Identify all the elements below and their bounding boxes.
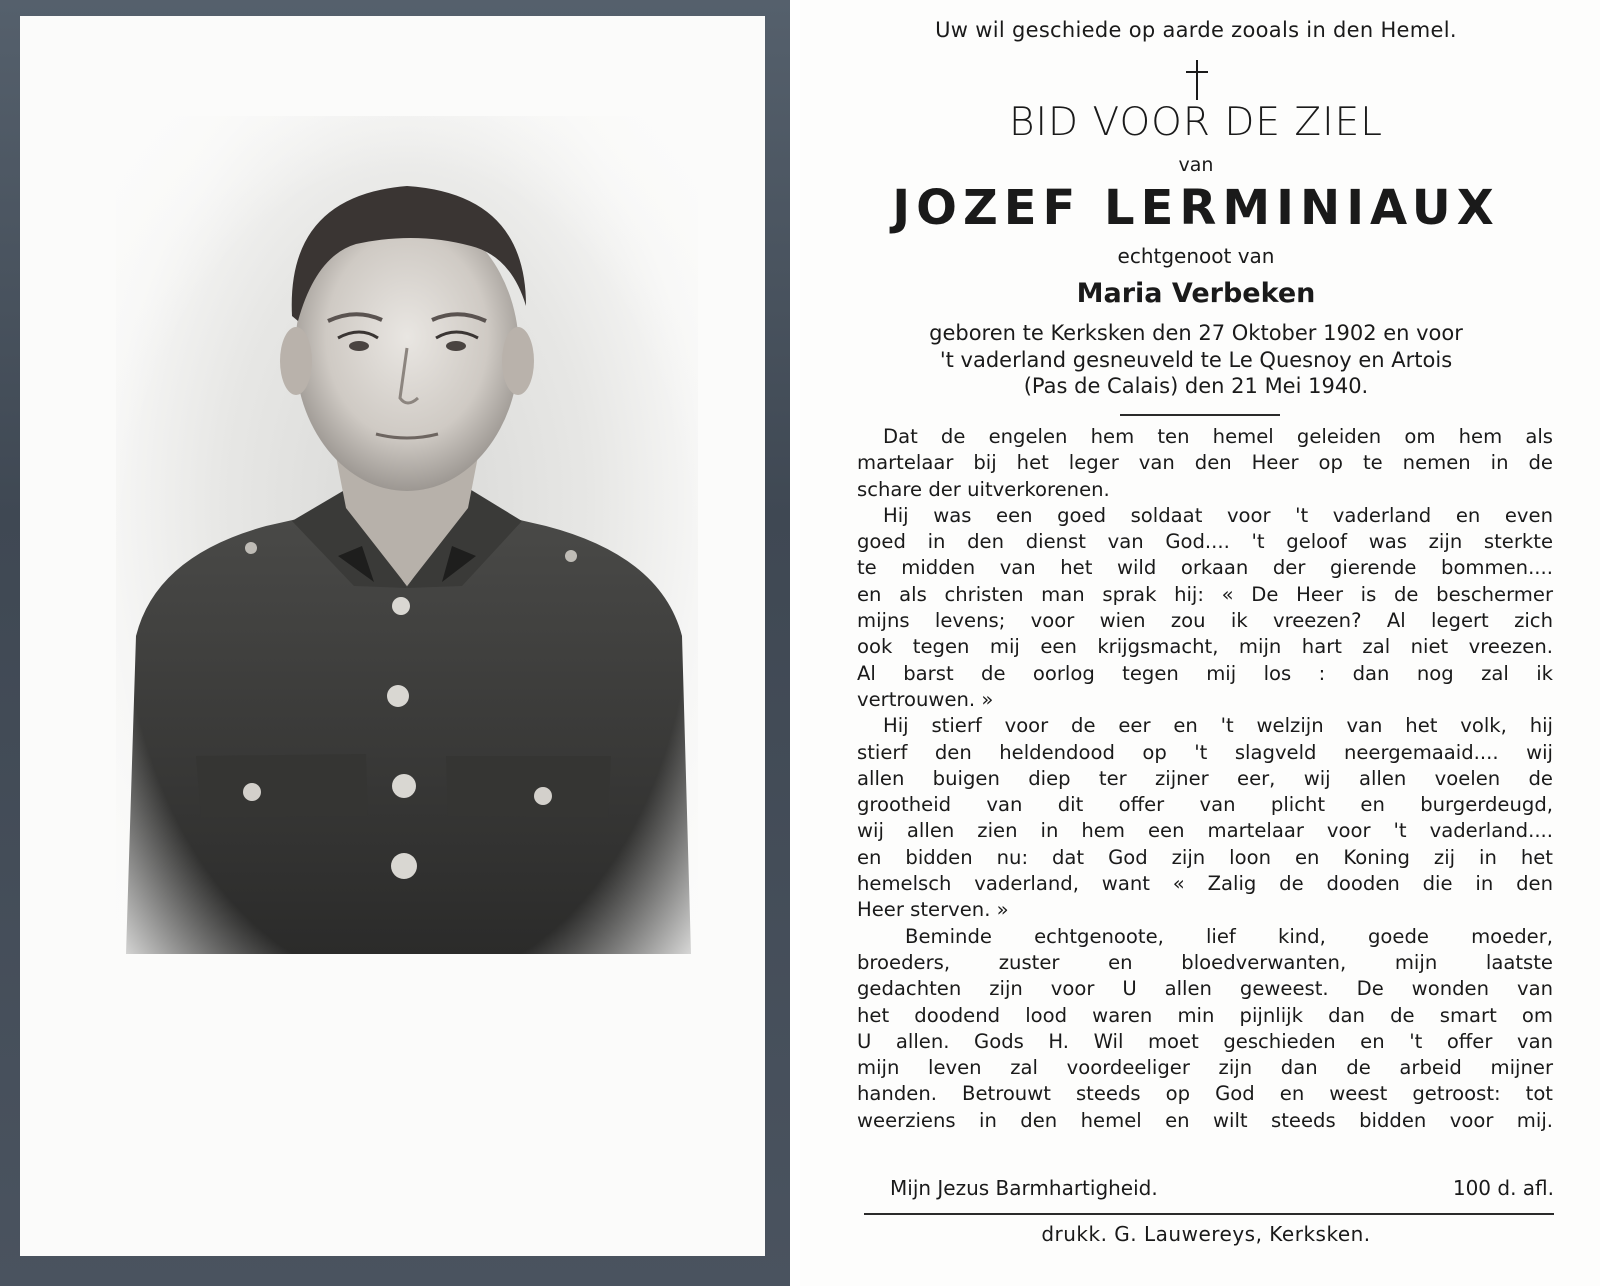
text-line: allen buigen diep ter zijner eer, wij allen voelen de	[857, 766, 1553, 790]
deceased-name: JOZEF LERMINIAUX	[892, 180, 1500, 236]
text-line: schare der uitverkorenen.	[857, 477, 1110, 501]
motto: Uw wil geschiede op aarde zooals in den Hemel.	[935, 18, 1457, 42]
memorial-text	[857, 424, 1553, 1134]
text-line: wij allen zien in hem een martelaar voor 't vaderland....	[857, 819, 1553, 843]
bio-line: (Pas de Calais) den 21 Mei 1940.	[1023, 374, 1369, 398]
text-line: goed in den dienst van God.... 't geloof was zijn sterkte	[857, 530, 1553, 554]
closing-row	[890, 1176, 1554, 1200]
text-line: het doodend lood waren min pijnlijk dan de smart om	[857, 1003, 1553, 1027]
text-line: mijn leven zal voordeeliger zijn dan de arbeid mijner	[857, 1056, 1553, 1080]
text-line: Hij stierf voor de eer en 't welzijn van het volk, hij	[883, 714, 1553, 738]
heading: BID VOOR DE ZIEL	[1008, 100, 1383, 145]
text-line: U allen. Gods H. Wil moet geschieden en 't offer van	[857, 1029, 1553, 1053]
indulgence: 100 d. afl.	[1452, 1176, 1554, 1200]
cross-icon	[1180, 58, 1214, 102]
text-line: en als christen man sprak hij: « De Heer is de beschermer	[857, 582, 1553, 606]
text-line: Hij was een goed soldaat voor 't vaderland en even	[883, 503, 1553, 527]
text-line: vertrouwen. »	[857, 687, 994, 711]
photo-card	[0, 0, 790, 1286]
bio-line: geboren te Kerksken den 27 Oktober 1902 en voor	[929, 321, 1463, 345]
biography	[840, 320, 1552, 400]
van-label: van	[1178, 154, 1214, 176]
text-line: ook tegen mij een krijgsmacht, mijn hart zal niet vreezen.	[857, 635, 1553, 659]
text-line: Al barst de oorlog tegen mij los : dan nog zal ik	[857, 661, 1553, 685]
text-line: te midden van het wild orkaan der gierende bommen....	[857, 556, 1553, 580]
memorial-text-card	[800, 0, 1600, 1286]
spouse-name: Maria Verbeken	[1076, 278, 1316, 309]
text-line: Heer sterven. »	[857, 898, 1009, 922]
spouse-label: echtgenoot van	[1117, 244, 1275, 268]
text-line: mijns levens; voor wien zou ik vreezen? Al legert zich	[857, 609, 1553, 633]
photo-paper	[20, 16, 765, 1256]
text-line: gedachten zijn voor U allen geweest. De wonden van	[857, 977, 1553, 1001]
divider-short	[1120, 414, 1280, 416]
closing-prayer: Mijn Jezus Barmhartigheid.	[890, 1176, 1158, 1200]
text-line: handen. Betrouwt steeds op God en weest getroost: tot	[857, 1082, 1553, 1106]
text-line: Dat de engelen hem ten hemel geleiden om hem als	[883, 425, 1553, 448]
divider-long	[864, 1213, 1554, 1215]
text-line: hemelsch vaderland, want « Zalig de dooden die in den	[857, 872, 1553, 896]
text-line: grootheid van dit offer van plicht en burgerdeugd,	[857, 793, 1553, 817]
text-line: stierf den heldendood op 't slagveld neergemaaid.... wij	[857, 740, 1553, 764]
text-line: weerziens in den hemel en wilt steeds bidden voor mij.	[857, 1108, 1553, 1132]
portrait-photo	[116, 116, 698, 954]
printer-credit: drukk. G. Lauwereys, Kerksken.	[1041, 1222, 1371, 1246]
text-line: broeders, zuster en bloedverwanten, mijn laatste	[857, 950, 1553, 974]
text-line: Beminde echtgenoote, lief kind, goede moeder,	[905, 924, 1553, 948]
soldier-portrait-image	[116, 116, 698, 954]
text-line: en bidden nu: dat God zijn loon en Koning zij in het	[857, 845, 1553, 869]
bio-line: 't vaderland gesneuveld te Le Quesnoy en Artois	[939, 347, 1453, 372]
text-line: martelaar bij het leger van den Heer op te nemen in de	[857, 451, 1553, 475]
